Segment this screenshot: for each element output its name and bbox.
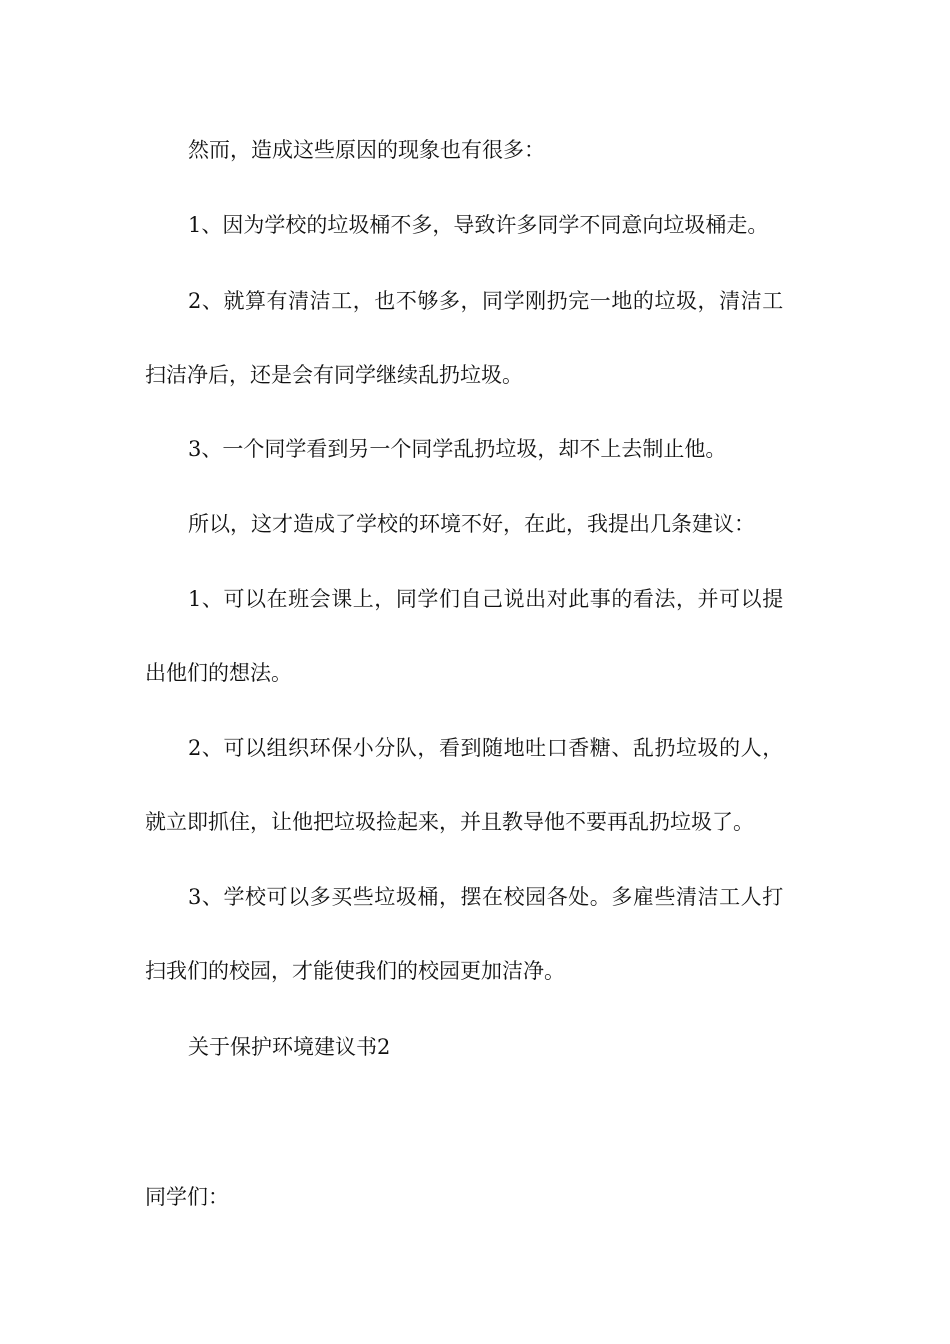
- suggestion-2-line-2: 就立即抓住，让他把垃圾捡起来，并且教导他不要再乱扔垃圾了。: [145, 810, 754, 834]
- reason-2-line-2: 扫洁净后，还是会有同学继续乱扔垃圾。: [145, 363, 523, 387]
- suggestion-1-line-1: 1、可以在班会课上，同学们自己说出对此事的看法，并可以提: [188, 587, 784, 611]
- reason-3: 3、一个同学看到另一个同学乱扔垃圾，却不上去制止他。: [188, 437, 727, 461]
- suggestion-3-line-2: 扫我们的校园，才能使我们的校园更加洁净。: [145, 959, 565, 983]
- suggestion-2-line-1: 2、可以组织环保小分队，看到随地吐口香糖、乱扔垃圾的人，: [188, 736, 784, 760]
- suggestion-3-line-1: 3、学校可以多买些垃圾桶，摆在校园各处。多雇些清洁工人打: [188, 885, 784, 909]
- reason-1: 1、因为学校的垃圾桶不多，导致许多同学不同意向垃圾桶走。: [188, 213, 769, 237]
- suggestion-1-line-2: 出他们的想法。: [145, 661, 292, 685]
- paragraph-intro: 然而，造成这些原因的现象也有很多：: [188, 138, 545, 162]
- paragraph-suggestions-intro: 所以，这才造成了学校的环境不好，在此，我提出几条建议：: [188, 512, 755, 536]
- salutation: 同学们：: [145, 1185, 229, 1209]
- reason-2-line-1: 2、就算有清洁工，也不够多，同学刚扔完一地的垃圾，清洁工: [188, 289, 784, 313]
- section-title: 关于保护环境建议书2: [188, 1035, 391, 1059]
